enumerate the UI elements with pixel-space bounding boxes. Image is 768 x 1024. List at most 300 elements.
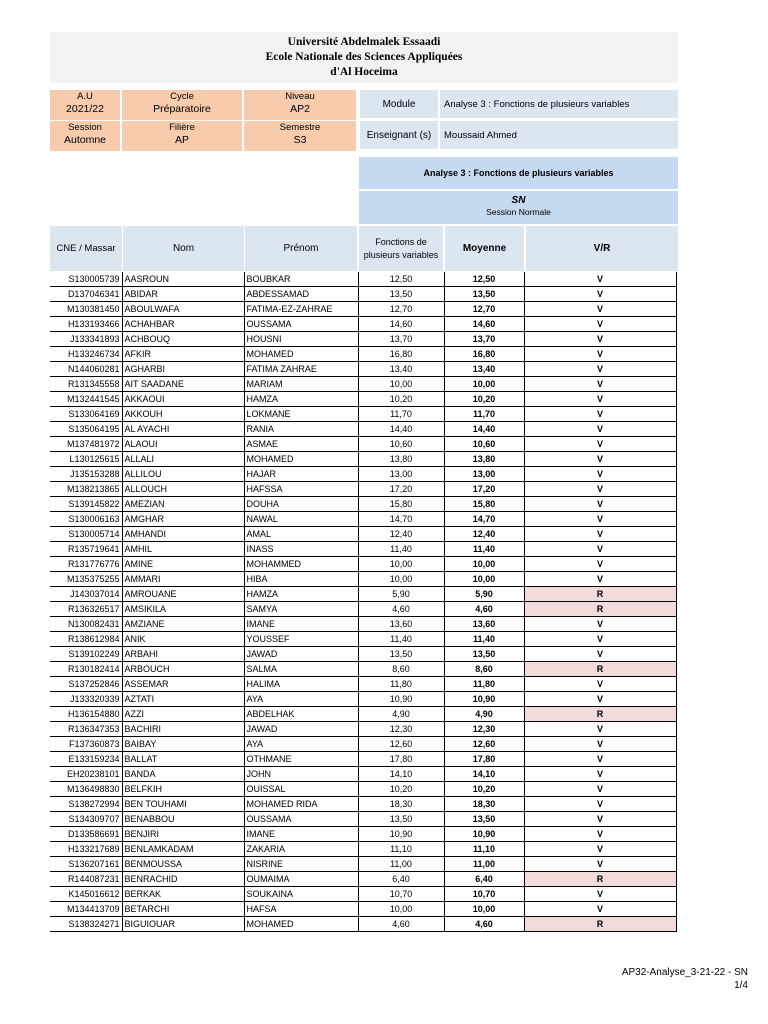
cne-cell: S135064195: [50, 422, 122, 437]
institution-header: [50, 32, 678, 83]
nom-cell: BETARCHI: [122, 902, 244, 917]
table-row: [50, 767, 676, 782]
table-row: [50, 572, 676, 587]
moyenne-cell: 13,00: [444, 467, 524, 482]
filiere-value: AP: [174, 134, 189, 146]
cne-cell: R136347353: [50, 722, 122, 737]
cne-cell: S136207161: [50, 857, 122, 872]
nom-cell: BACHIRI: [122, 722, 244, 737]
moyenne-cell: 11,40: [444, 542, 524, 557]
vr-cell: V: [524, 512, 676, 527]
note-cell: 12,40: [358, 527, 444, 542]
prenom-cell: HAFSSA: [244, 482, 358, 497]
cne-cell: R138612984: [50, 632, 122, 647]
prenom-cell: OUMAIMA: [244, 872, 358, 887]
cne-cell: H136154880: [50, 707, 122, 722]
school-name: Ecole Nationale des Sciences Appliquées: [265, 51, 463, 63]
note-cell: 13,50: [358, 287, 444, 302]
moyenne-cell: 11,10: [444, 842, 524, 857]
table-row: [50, 407, 676, 422]
prenom-cell: INASS: [244, 542, 358, 557]
cne-cell: M138213865: [50, 482, 122, 497]
prenom-cell: NAWAL: [244, 512, 358, 527]
cne-cell: R136326517: [50, 602, 122, 617]
note-cell: 14,10: [358, 767, 444, 782]
prenom-cell: BOUBKAR: [244, 272, 358, 287]
nom-cell: AMSIKILA: [122, 602, 244, 617]
prenom-cell: MOHAMMED: [244, 557, 358, 572]
prenom-cell: MOHAMED: [244, 452, 358, 467]
vr-cell: V: [524, 407, 676, 422]
moyenne-cell: 4,60: [444, 917, 524, 932]
cne-cell: S130006163: [50, 512, 122, 527]
vr-cell: V: [524, 797, 676, 812]
nom-cell: BENMOUSSA: [122, 857, 244, 872]
cne-cell: M132441545: [50, 392, 122, 407]
table-row: [50, 422, 676, 437]
vr-cell: V: [524, 617, 676, 632]
col-note-header: Fonctions de plusieurs variables: [359, 226, 443, 271]
vr-cell: R: [524, 587, 676, 602]
page-footer: [622, 966, 748, 992]
nom-cell: BERKAK: [122, 887, 244, 902]
note-cell: 11,00: [358, 857, 444, 872]
col-moyenne-header: Moyenne: [445, 226, 524, 271]
nom-cell: BEN TOUHAMI: [122, 797, 244, 812]
nom-cell: BENRACHID: [122, 872, 244, 887]
table-row: [50, 317, 676, 332]
table-row: [50, 707, 676, 722]
moyenne-cell: 13,50: [444, 812, 524, 827]
cne-cell: R130182414: [50, 662, 122, 677]
table-row: [50, 347, 676, 362]
prenom-cell: OTHMANE: [244, 752, 358, 767]
prenom-cell: HALIMA: [244, 677, 358, 692]
note-cell: 10,00: [358, 902, 444, 917]
moyenne-cell: 5,90: [444, 587, 524, 602]
table-row: [50, 362, 676, 377]
moyenne-cell: 16,80: [444, 347, 524, 362]
moyenne-cell: 4,60: [444, 602, 524, 617]
nom-cell: ALLALI: [122, 452, 244, 467]
moyenne-cell: 14,70: [444, 512, 524, 527]
niveau-value: AP2: [290, 103, 310, 115]
vr-cell: V: [524, 332, 676, 347]
note-cell: 14,40: [358, 422, 444, 437]
vr-cell: R: [524, 662, 676, 677]
table-row: [50, 917, 676, 932]
filiere-cell: [122, 121, 242, 151]
vr-cell: V: [524, 647, 676, 662]
vr-cell: V: [524, 902, 676, 917]
vr-cell: V: [524, 437, 676, 452]
moyenne-cell: 10,90: [444, 692, 524, 707]
au-cell: [50, 90, 120, 120]
table-row: [50, 392, 676, 407]
cne-cell: S134309707: [50, 812, 122, 827]
table-row: [50, 497, 676, 512]
nom-cell: BIGUIOUAR: [122, 917, 244, 932]
nom-cell: AMROUANE: [122, 587, 244, 602]
moyenne-cell: 10,20: [444, 392, 524, 407]
session-value: Automne: [63, 134, 107, 146]
nom-cell: AKKAOUI: [122, 392, 244, 407]
note-cell: 4,60: [358, 917, 444, 932]
prenom-cell: HAMZA: [244, 587, 358, 602]
au-label: A.U: [77, 91, 93, 102]
note-cell: 4,90: [358, 707, 444, 722]
note-cell: 10,60: [358, 437, 444, 452]
au-value: 2021/22: [66, 103, 104, 115]
vr-cell: V: [524, 482, 676, 497]
semestre-label: Semestre: [279, 122, 321, 133]
grades-table-body: [50, 272, 676, 932]
note-cell: 13,70: [358, 332, 444, 347]
filiere-label: Filière: [169, 122, 195, 133]
footer-page: 1/4: [734, 980, 748, 991]
moyenne-cell: 12,50: [444, 272, 524, 287]
nom-cell: AMHIL: [122, 542, 244, 557]
nom-cell: AL AYACHI: [122, 422, 244, 437]
prenom-cell: IMANE: [244, 617, 358, 632]
nom-cell: AKKOUH: [122, 407, 244, 422]
vr-cell: V: [524, 887, 676, 902]
module-label: Module: [360, 90, 438, 118]
vr-cell: V: [524, 287, 676, 302]
nom-cell: ALLOUCH: [122, 482, 244, 497]
cne-cell: N130082431: [50, 617, 122, 632]
table-row: [50, 332, 676, 347]
note-cell: 11,40: [358, 542, 444, 557]
note-cell: 12,50: [358, 272, 444, 287]
session-label: Session: [68, 122, 102, 133]
cne-cell: R131776776: [50, 557, 122, 572]
note-cell: 13,60: [358, 617, 444, 632]
moyenne-cell: 14,40: [444, 422, 524, 437]
note-cell: 15,80: [358, 497, 444, 512]
prenom-cell: HOUSNI: [244, 332, 358, 347]
moyenne-cell: 17,80: [444, 752, 524, 767]
session-header: [359, 191, 678, 224]
nom-cell: BALLAT: [122, 752, 244, 767]
cne-cell: M137481972: [50, 437, 122, 452]
table-row: [50, 812, 676, 827]
nom-cell: AMHANDI: [122, 527, 244, 542]
moyenne-cell: 13,60: [444, 617, 524, 632]
note-cell: 13,40: [358, 362, 444, 377]
prenom-cell: RANIA: [244, 422, 358, 437]
nom-cell: BENLAMKADAM: [122, 842, 244, 857]
cne-cell: S138324271: [50, 917, 122, 932]
prenom-cell: IMANE: [244, 827, 358, 842]
cne-cell: H133217689: [50, 842, 122, 857]
prenom-cell: MARIAM: [244, 377, 358, 392]
table-row: [50, 272, 676, 287]
note-cell: 16,80: [358, 347, 444, 362]
moyenne-cell: 17,20: [444, 482, 524, 497]
note-cell: 14,70: [358, 512, 444, 527]
moyenne-cell: 10,90: [444, 827, 524, 842]
nom-cell: AFKIR: [122, 347, 244, 362]
cne-cell: S130005714: [50, 527, 122, 542]
table-row: [50, 722, 676, 737]
vr-cell: V: [524, 362, 676, 377]
vr-cell: V: [524, 677, 676, 692]
moyenne-cell: 10,60: [444, 437, 524, 452]
note-cell: 17,20: [358, 482, 444, 497]
table-row: [50, 527, 676, 542]
session-cell: [50, 121, 120, 151]
vr-cell: V: [524, 347, 676, 362]
cne-cell: J143037014: [50, 587, 122, 602]
table-row: [50, 752, 676, 767]
table-row: [50, 287, 676, 302]
table-row: [50, 857, 676, 872]
vr-cell: V: [524, 737, 676, 752]
prenom-cell: SOUKAINA: [244, 887, 358, 902]
note-cell: 14,60: [358, 317, 444, 332]
moyenne-cell: 13,40: [444, 362, 524, 377]
nom-cell: ACHBOUQ: [122, 332, 244, 347]
table-row: [50, 887, 676, 902]
nom-cell: ANIK: [122, 632, 244, 647]
prenom-cell: ASMAE: [244, 437, 358, 452]
moyenne-cell: 11,00: [444, 857, 524, 872]
prenom-cell: AYA: [244, 692, 358, 707]
cne-cell: S138272994: [50, 797, 122, 812]
prenom-cell: YOUSSEF: [244, 632, 358, 647]
vr-cell: V: [524, 467, 676, 482]
moyenne-cell: 12,40: [444, 527, 524, 542]
note-cell: 10,20: [358, 392, 444, 407]
cne-cell: F137360873: [50, 737, 122, 752]
table-row: [50, 602, 676, 617]
cne-cell: M134413709: [50, 902, 122, 917]
vr-cell: V: [524, 452, 676, 467]
prenom-cell: HAJAR: [244, 467, 358, 482]
moyenne-cell: 13,50: [444, 287, 524, 302]
vr-cell: V: [524, 317, 676, 332]
vr-cell: V: [524, 302, 676, 317]
prenom-cell: ZAKARIA: [244, 842, 358, 857]
prenom-cell: OUSSAMA: [244, 317, 358, 332]
prenom-cell: NISRINE: [244, 857, 358, 872]
table-row: [50, 617, 676, 632]
cne-cell: J133320339: [50, 692, 122, 707]
vr-cell: V: [524, 827, 676, 842]
note-cell: 11,10: [358, 842, 444, 857]
vr-cell: V: [524, 857, 676, 872]
nom-cell: AMINE: [122, 557, 244, 572]
cne-cell: H133246734: [50, 347, 122, 362]
cne-cell: R144087231: [50, 872, 122, 887]
table-row: [50, 632, 676, 647]
nom-cell: AIT SAADANE: [122, 377, 244, 392]
session-name: Session Normale: [486, 207, 551, 217]
vr-cell: V: [524, 422, 676, 437]
university-name: Université Abdelmalek Essaadi: [287, 36, 441, 48]
note-cell: 12,30: [358, 722, 444, 737]
cne-cell: S133064169: [50, 407, 122, 422]
prenom-cell: OUISSAL: [244, 782, 358, 797]
cne-cell: S139145822: [50, 497, 122, 512]
cne-cell: R131345558: [50, 377, 122, 392]
nom-cell: ARBAHI: [122, 647, 244, 662]
moyenne-cell: 10,00: [444, 902, 524, 917]
note-cell: 17,80: [358, 752, 444, 767]
module-title-header: Analyse 3 : Fonctions de plusieurs variables: [359, 157, 678, 189]
table-row: [50, 482, 676, 497]
nom-cell: BANDA: [122, 767, 244, 782]
note-cell: 11,40: [358, 632, 444, 647]
table-row: [50, 692, 676, 707]
table-row: [50, 557, 676, 572]
grades-table: [50, 272, 677, 932]
note-cell: 6,40: [358, 872, 444, 887]
moyenne-cell: 10,70: [444, 887, 524, 902]
col-cne-header: CNE / Massar: [50, 226, 122, 271]
vr-cell: R: [524, 707, 676, 722]
col-vr-header: V/R: [526, 226, 678, 271]
cycle-label: Cycle: [170, 91, 194, 102]
school-location: d'Al Hoceima: [330, 66, 398, 78]
vr-cell: V: [524, 692, 676, 707]
note-cell: 12,60: [358, 737, 444, 752]
note-cell: 11,80: [358, 677, 444, 692]
moyenne-cell: 18,30: [444, 797, 524, 812]
moyenne-cell: 12,70: [444, 302, 524, 317]
semestre-value: S3: [293, 134, 307, 146]
session-code: SN: [511, 195, 526, 206]
note-cell: 10,00: [358, 557, 444, 572]
moyenne-cell: 12,30: [444, 722, 524, 737]
prenom-cell: HAMZA: [244, 392, 358, 407]
prenom-cell: AYA: [244, 737, 358, 752]
nom-cell: ASSEMAR: [122, 677, 244, 692]
prenom-cell: SALMA: [244, 662, 358, 677]
moyenne-cell: 11,80: [444, 677, 524, 692]
prenom-cell: FATIMA ZAHRAE: [244, 362, 358, 377]
cycle-cell: [122, 90, 242, 120]
table-row: [50, 512, 676, 527]
vr-cell: R: [524, 872, 676, 887]
nom-cell: AASROUN: [122, 272, 244, 287]
vr-cell: R: [524, 602, 676, 617]
moyenne-cell: 4,90: [444, 707, 524, 722]
table-row: [50, 677, 676, 692]
nom-cell: AMMARI: [122, 572, 244, 587]
prenom-cell: OUSSAMA: [244, 812, 358, 827]
prenom-cell: MOHAMED: [244, 347, 358, 362]
prenom-cell: HIBA: [244, 572, 358, 587]
prenom-cell: ABDELHAK: [244, 707, 358, 722]
nom-cell: AMEZIAN: [122, 497, 244, 512]
prenom-cell: ABDESSAMAD: [244, 287, 358, 302]
table-row: [50, 647, 676, 662]
vr-cell: V: [524, 392, 676, 407]
vr-cell: V: [524, 632, 676, 647]
nom-cell: ACHAHBAR: [122, 317, 244, 332]
cne-cell: N144060281: [50, 362, 122, 377]
note-cell: 10,00: [358, 377, 444, 392]
vr-cell: V: [524, 722, 676, 737]
note-cell: 12,70: [358, 302, 444, 317]
vr-cell: V: [524, 812, 676, 827]
enseignant-label: Enseignant (s): [360, 121, 438, 149]
cne-cell: S130005739: [50, 272, 122, 287]
table-row: [50, 662, 676, 677]
note-cell: 8,60: [358, 662, 444, 677]
cne-cell: EH20238101: [50, 767, 122, 782]
prenom-cell: LOKMANE: [244, 407, 358, 422]
table-row: [50, 437, 676, 452]
cne-cell: L130125615: [50, 452, 122, 467]
note-cell: 4,60: [358, 602, 444, 617]
table-row: [50, 872, 676, 887]
cne-cell: K145016612: [50, 887, 122, 902]
prenom-cell: HAFSA: [244, 902, 358, 917]
nom-cell: ABOULWAFA: [122, 302, 244, 317]
note-cell: 10,90: [358, 692, 444, 707]
moyenne-cell: 10,00: [444, 377, 524, 392]
col-nom-header: Nom: [123, 226, 244, 271]
moyenne-cell: 12,60: [444, 737, 524, 752]
cne-cell: M135375255: [50, 572, 122, 587]
note-cell: 13,80: [358, 452, 444, 467]
cne-cell: S139102249: [50, 647, 122, 662]
table-row: [50, 902, 676, 917]
col-prenom-header: Prénom: [245, 226, 357, 271]
cne-cell: M130381450: [50, 302, 122, 317]
module-value: Analyse 3 : Fonctions de plusieurs variables: [440, 90, 678, 118]
note-cell: 18,30: [358, 797, 444, 812]
nom-cell: BENJIRI: [122, 827, 244, 842]
vr-cell: V: [524, 497, 676, 512]
table-row: [50, 842, 676, 857]
nom-cell: ARBOUCH: [122, 662, 244, 677]
table-row: [50, 587, 676, 602]
vr-cell: V: [524, 527, 676, 542]
vr-cell: V: [524, 542, 676, 557]
nom-cell: BENABBOU: [122, 812, 244, 827]
nom-cell: ABIDAR: [122, 287, 244, 302]
prenom-cell: SAMYA: [244, 602, 358, 617]
vr-cell: V: [524, 782, 676, 797]
cne-cell: D137046341: [50, 287, 122, 302]
vr-cell: V: [524, 767, 676, 782]
prenom-cell: MOHAMED: [244, 917, 358, 932]
vr-cell: R: [524, 917, 676, 932]
vr-cell: V: [524, 557, 676, 572]
vr-cell: V: [524, 377, 676, 392]
note-cell: 13,50: [358, 812, 444, 827]
vr-cell: V: [524, 572, 676, 587]
moyenne-cell: 13,70: [444, 332, 524, 347]
prenom-cell: JOHN: [244, 767, 358, 782]
semestre-cell: [244, 121, 356, 151]
note-cell: 10,70: [358, 887, 444, 902]
moyenne-cell: 11,40: [444, 632, 524, 647]
nom-cell: AZZI: [122, 707, 244, 722]
prenom-cell: MOHAMED RIDA: [244, 797, 358, 812]
cne-cell: S137252846: [50, 677, 122, 692]
nom-cell: ALAOUI: [122, 437, 244, 452]
moyenne-cell: 15,80: [444, 497, 524, 512]
vr-cell: V: [524, 272, 676, 287]
cycle-value: Préparatoire: [153, 103, 211, 115]
moyenne-cell: 10,00: [444, 557, 524, 572]
niveau-cell: [244, 90, 356, 120]
